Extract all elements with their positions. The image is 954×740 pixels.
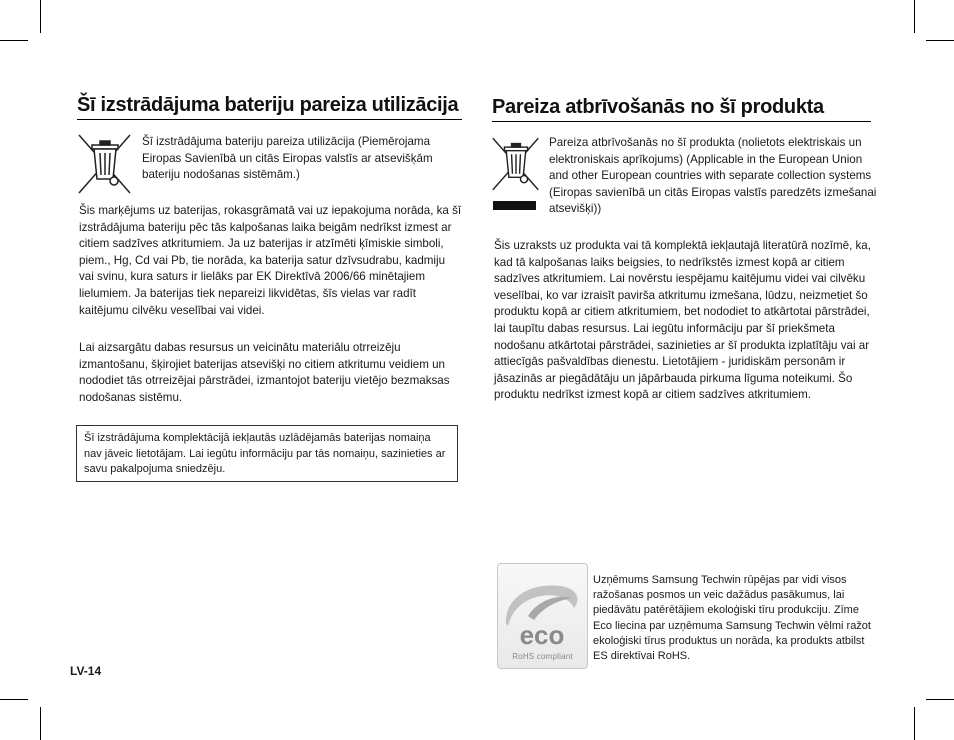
crop-mark bbox=[40, 707, 41, 740]
page-number: LV-14 bbox=[70, 664, 102, 678]
battery-disposal-title: Šī izstrādājuma bateriju pareiza utilizācija bbox=[77, 93, 462, 120]
eco-description-text: Uzņēmums Samsung Techwin rūpējas par vidi visos ražošanas posmos un veic dažādus pasākumus, lai piedāvātu patērētājiem ekoloģiski tīru produkciju. Zīme Eco liecina par uzņēmuma Samsung Techwin vēlmi ražot ekoloģiski tīrus produktus un norāda, ka produkts atbilst ES direktīvai RoHS. bbox=[593, 574, 871, 663]
crossed-bin-icon bbox=[492, 136, 540, 192]
crop-mark bbox=[0, 699, 28, 700]
eco-logo-word: eco bbox=[519, 620, 565, 650]
product-disposal-title: Pareiza atbrīvošanās no šī produkta bbox=[492, 95, 871, 122]
rohs-compliant-caption: RoHS compliant bbox=[512, 652, 573, 661]
battery-paragraph-1: Šis marķējums uz baterijas, rokasgrāmatā vai uz iepakojuma norāda, ka šī izstrādājuma bateriju pēc tās kalpošanas laika beigām nedrīkst izmest ar citiem sadzīves atkritumiem. Ja uz baterijas ir atzīmēti ķīmiskie simboli, piem., Hg, Cd vai Pb, tie norāda, ka baterija satur dzīvsudrabu, kadmiju vai svinu, kura saturs ir lielāks par EK Direktīvā 2006/66 minētajiem lielumiem. Ja baterijas tiek nepareizi likvidētas, šīs vielas var radīt kaitējumu cilvēku veselībai vai videi. bbox=[79, 204, 462, 317]
product-paragraph: Šis uzraksts uz produkta vai tā komplektā iekļautajā literatūrā nozīmē, ka, kad tā kalpošanas laiks beigsies, to nedrīkstēs izmest kopā ar citiem sadzīves atkritumiem. Lai novērstu iespējamu kaitējumu videi vai cilvēku veselībai, ko var izraisīt pavirša atkritumu izmešana, lūdzu, neizmetiet šo produktu kopā ar citiem atkritumiem, bet nododiet to atkārtotai pārstrādei, lai taupītu dabas resursus. Lai iegūtu informāciju par šī priekšmeta nodošanu atkārtotai pārstrādei, sazinieties ar šī produkta izplatītāju vai ar attiecīgās pašvaldības dienestu. Lietotājiem - juridiskām personām ir jāsazinās ar piegādātāju un jāpārbauda pirkuma līguma noteikumi. Šo produktu nedrīkst izmest kopā ar citiem sadzīves atkritumiem. bbox=[494, 239, 871, 402]
crop-mark bbox=[914, 707, 915, 740]
battery-note-text: Šī izstrādājuma komplektācijā iekļautās uzlādējamās baterijas nomaiņa nav jāveic lietotājam. Lai iegūtu informāciju par tās nomaiņu, sazinieties ar savu pakalpojuma sniedzēju. bbox=[84, 432, 446, 476]
eco-logo-icon bbox=[497, 563, 588, 669]
crop-mark bbox=[0, 40, 28, 41]
crop-mark bbox=[914, 0, 915, 33]
battery-note-box bbox=[76, 425, 458, 482]
eco-leaf-icon bbox=[498, 564, 587, 652]
weee-black-bar bbox=[493, 201, 536, 210]
battery-intro-text: Šī izstrādājuma bateriju pareiza utilizācija (Piemērojama Eiropas Savienībā un citās Eiropas valstīs ar atsevišķām bateriju nodošanas sistēmām.) bbox=[142, 135, 433, 182]
crop-mark bbox=[926, 40, 954, 41]
product-intro-text: Pareiza atbrīvošanās no šī produkta (nolietots elektriskais un elektroniskais aprīkojums) (Applicable in the European Union and other European countries with separate collection systems (Eiropas savienībā un citās Eiropas valstīs paredzēts izmešanai atsevišķi)) bbox=[549, 136, 877, 216]
battery-paragraph-2: Lai aizsargātu dabas resursus un veicinātu materiālu otrreizēju izmantošanu, šķirojiet baterijas atsevišķi no citiem atkritumu veidiem un nododiet tās otrreizējai pārstrādei, izmantojot bateriju vietējo bezmaksas nodošanas sistēmu. bbox=[79, 341, 450, 404]
crop-mark bbox=[40, 0, 41, 33]
crossed-bin-icon bbox=[78, 133, 132, 195]
crop-mark bbox=[926, 699, 954, 700]
